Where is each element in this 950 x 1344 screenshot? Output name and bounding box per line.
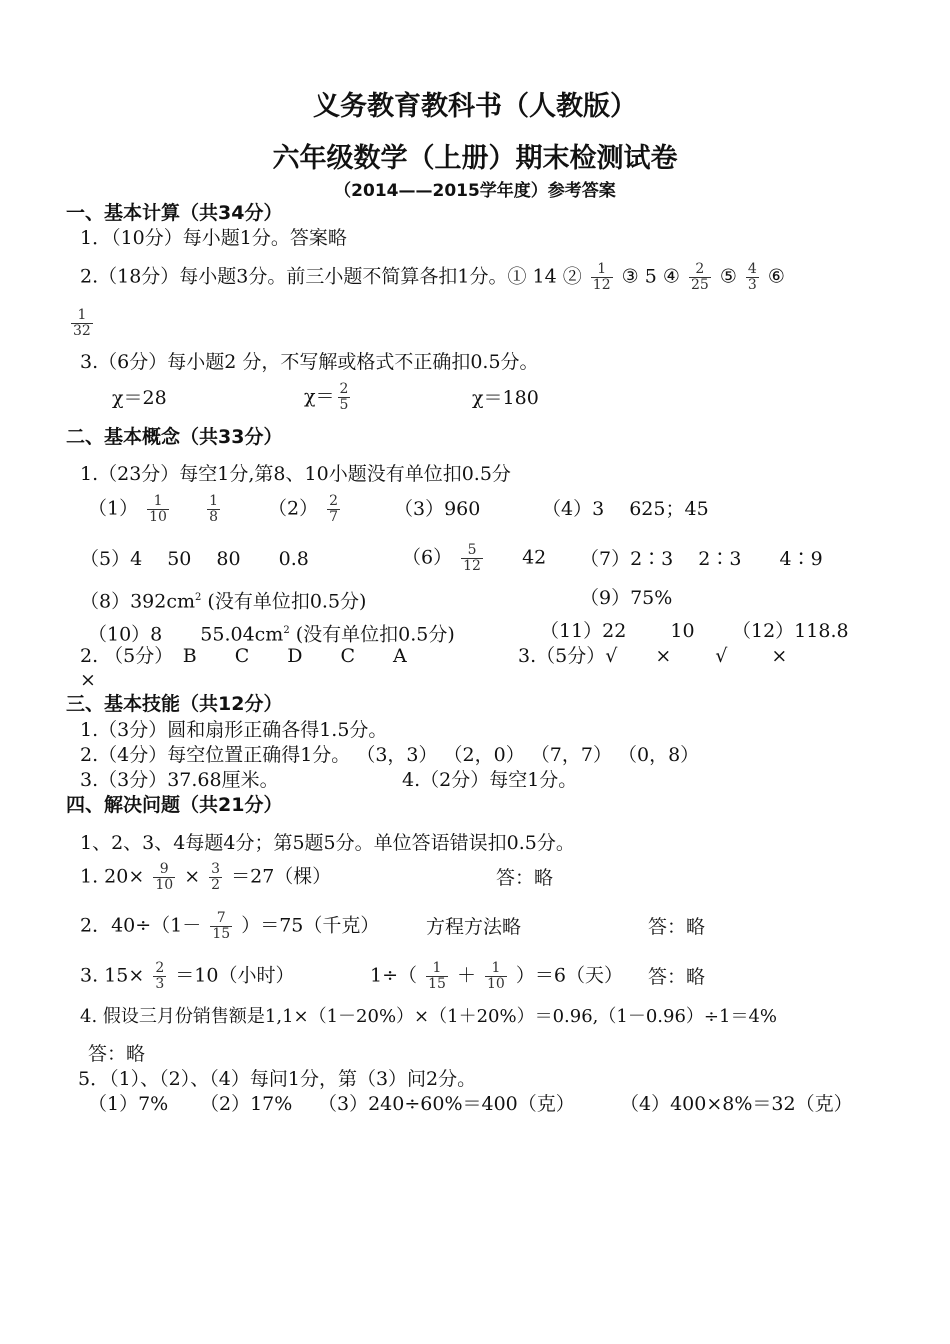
s4-p1: 1. 20× $\frac{9}{10}$ × $\frac{3}{2}$ ＝27（棵） bbox=[80, 861, 332, 893]
s3-q2: 2.（4分）每空位置正确得1分。 （3，3） （2，0） （7，7） （0，8） bbox=[80, 744, 700, 766]
fraction: $\frac{2}{3}$ bbox=[155, 960, 165, 992]
section-3-heading: 三、基本技能（共12分） bbox=[66, 693, 283, 715]
s2-a2: （2） $\frac{2}{7}$ bbox=[268, 493, 339, 525]
fraction: $\frac{1}{32}$ bbox=[73, 307, 91, 339]
s2-a9: （9）75% bbox=[580, 587, 673, 609]
s3-q4: 4.（2分）每空1分。 bbox=[402, 769, 578, 791]
s4-p3: 3. 15× $\frac{2}{3}$ ＝10（小时） bbox=[80, 960, 295, 992]
fraction: $\frac{2}{7}$ bbox=[329, 493, 339, 525]
s1-x1: χ＝28 bbox=[112, 387, 167, 409]
s1-q1: 1．（10分）每小题1分。答案略 bbox=[80, 227, 347, 249]
doc-title: 义务教育教科书（人教版） bbox=[313, 91, 637, 122]
s2-a3: （3）960 bbox=[394, 498, 481, 520]
s4-p4-answer: 答：略 bbox=[88, 1043, 146, 1065]
section-4-heading: 四、解决问题（共21分） bbox=[66, 794, 283, 816]
s4-p3-answer: 答：略 bbox=[648, 966, 706, 988]
s4-p5-a: （1）7% bbox=[88, 1093, 169, 1115]
fraction: $\frac{4}{3}$ bbox=[747, 261, 757, 293]
fraction: $\frac{1}{10}$ bbox=[149, 493, 167, 525]
s1-q3: 3.（6分）每小题2 分，不写解或格式不正确扣0.5分。 bbox=[80, 351, 539, 373]
s2-q1: 1.（23分）每空1分,第8、10小题没有单位扣0.5分 bbox=[80, 463, 511, 485]
s4-intro: 1、2、3、4每题4分；第5题5分。单位答语错误扣0.5分。 bbox=[80, 832, 575, 854]
s3-q1: 1.（3分）圆和扇形正确各得1.5分。 bbox=[80, 719, 388, 741]
s2-a10: （10）8 $55.04cm^2$ (没有单位扣0.5分) bbox=[88, 623, 455, 646]
fraction: $\frac{1}{10}$ bbox=[487, 960, 505, 992]
s2-a4: （4）3 625；45 bbox=[542, 498, 709, 520]
s4-p3-alt: 1÷（ $\frac{1}{15}$ ＋ $\frac{1}{10}$ ）＝6（天） bbox=[370, 960, 623, 992]
s2-a5: （5）4 50 80 0.8 bbox=[80, 548, 309, 570]
s2-a6: （6） $\frac{5}{12}$ 42 bbox=[402, 542, 547, 574]
section-1-heading: 一、基本计算（共34分） bbox=[66, 202, 283, 224]
s4-p2-answer: 答：略 bbox=[648, 916, 706, 938]
s2-q3-wrap: × bbox=[80, 669, 96, 691]
s1-x2: χ＝ $\frac{2}{5}$ bbox=[304, 381, 349, 413]
s4-p5-d: （4）400×8%＝32（克） bbox=[620, 1093, 853, 1115]
fraction: $\frac{1}{8}$ bbox=[209, 493, 218, 525]
s3-q3: 3.（3分）37.68厘米。 bbox=[80, 769, 279, 791]
s2-a8: $(8)392cm^2$ (没有单位扣0.5分) bbox=[80, 590, 367, 613]
section-2-heading: 二、基本概念（共33分） bbox=[66, 426, 283, 448]
fraction: $\frac{7}{15}$ bbox=[212, 910, 231, 942]
s1-q2-fraction-wrap bbox=[68, 308, 96, 339]
fraction: $\frac{3}{2}$ bbox=[211, 861, 221, 893]
s2-q3: 3.（5分）√ × √ × bbox=[518, 645, 788, 667]
s4-p1-answer: 答：略 bbox=[496, 867, 554, 889]
fraction: $\frac{1}{15}$ bbox=[428, 960, 446, 992]
s2-a11: （11）22 10 bbox=[540, 620, 695, 642]
fraction: $\frac{2}{25}$ bbox=[690, 261, 709, 293]
s1-q2: 2.（18分）每小题3分。前三小题不简算各扣1分。① 14 ② $\frac{1}{12}$ ③ 5 ④ $\frac{2}{25}$ ⑤ $\frac{4}{3}$ ⑥ bbox=[80, 261, 785, 293]
s4-p5: 5．（1）、（2）、（4）每问1分，第（3）问2分。 bbox=[78, 1068, 477, 1090]
s4-p5-c: （3）240÷60%＝400（克） bbox=[318, 1093, 575, 1115]
s4-p5-b: （2）17% bbox=[200, 1093, 293, 1115]
fraction: $\frac{1}{12}$ bbox=[592, 261, 611, 293]
s1-x3: χ＝180 bbox=[472, 387, 539, 409]
doc-subtitle: 六年级数学（上册）期末检测试卷 bbox=[272, 143, 678, 174]
s2-q2: 2. （5分） B C D C A bbox=[80, 645, 407, 667]
fraction: $\frac{5}{12}$ bbox=[463, 542, 481, 574]
s2-a7: （7）2∶3 2∶3 4∶9 bbox=[580, 548, 823, 570]
fraction: $\frac{2}{5}$ bbox=[339, 381, 349, 413]
s2-a12: （12）118.8 bbox=[732, 620, 849, 642]
doc-year-line: （2014——2015学年度）参考答案 bbox=[334, 181, 616, 201]
fraction: $\frac{9}{10}$ bbox=[155, 861, 174, 893]
s4-p2-method: 方程方法略 bbox=[426, 916, 522, 938]
s2-a1: （1） $\frac{1}{10}$ $\frac{1}{8}$ bbox=[88, 493, 218, 525]
s4-p4: 4. 假设三月份销售额是1,1×（1－20%）×（1＋20%）＝0.96,（1－0.96）÷1＝4% bbox=[80, 1006, 778, 1027]
s4-p2: 2．40÷（1－ $\frac{7}{15}$ ）＝75（千克） bbox=[80, 910, 380, 942]
